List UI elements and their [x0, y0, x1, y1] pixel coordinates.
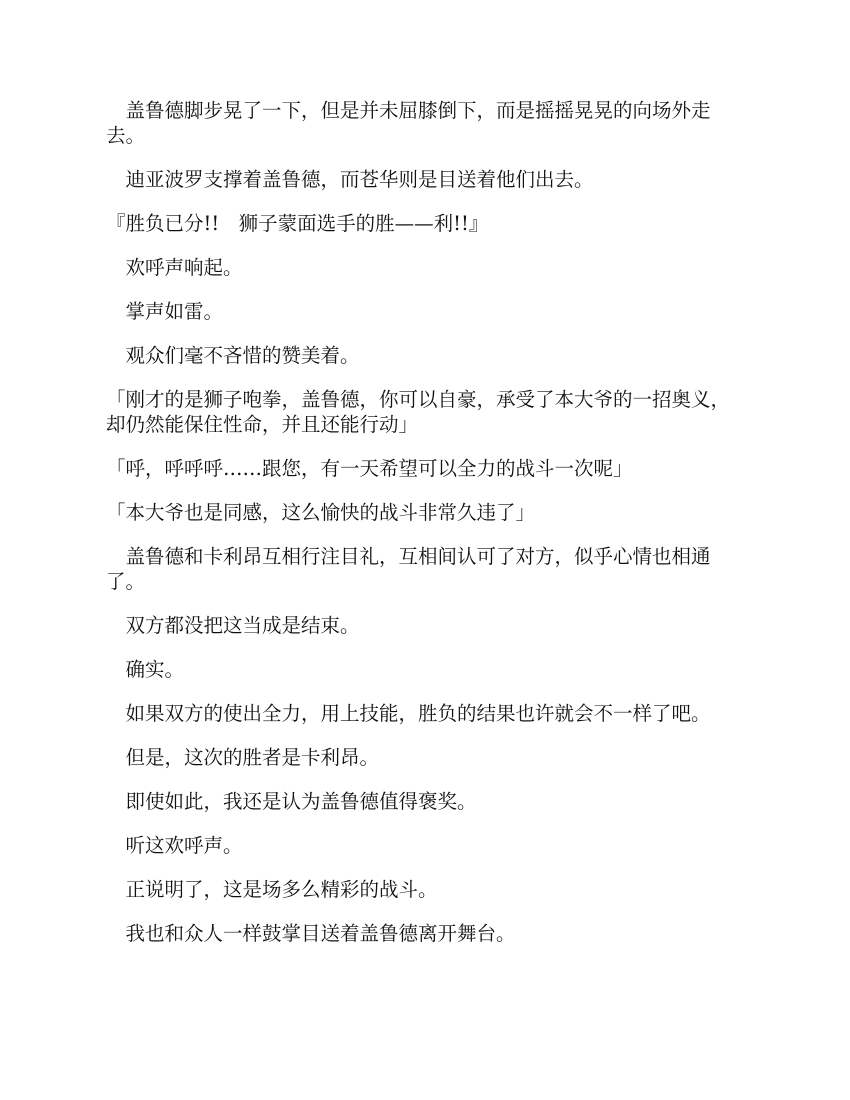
paragraph-9: 「本大爷也是同感，这么愉快的战斗非常久违了」: [106, 501, 536, 524]
paragraph-8: 「呼，呼呼呼……跟您，有一天希望可以全力的战斗一次呢」: [106, 457, 633, 480]
paragraph-11: 双方都没把这当成是结束。: [106, 614, 360, 637]
paragraph-1: 盖鲁德脚步晃了一下，但是并未屈膝倒下，而是摇摇晃晃的向场外走去。: [106, 99, 711, 147]
paragraph-6: 观众们毫不吝惜的赞美着。: [106, 344, 360, 367]
paragraph-5: 掌声如雷。: [106, 300, 224, 323]
paragraph-15: 即使如此，我还是认为盖鲁德值得褒奖。: [106, 790, 477, 813]
paragraph-14: 但是，这次的胜者是卡利昂。: [106, 746, 380, 769]
paragraph-18: 我也和众人一样鼓掌目送着盖鲁德离开舞台。: [106, 922, 516, 945]
paragraph-7: 「刚才的是狮子咆拳，盖鲁德，你可以自豪，承受了本大爷的一招奥义，却仍然能保住性命，并且还能行动」: [106, 388, 731, 436]
paragraph-10: 盖鲁德和卡利昂互相行注目礼，互相间认可了对方，似乎心情也相通了。: [106, 545, 711, 593]
paragraph-2: 迪亚波罗支撑着盖鲁德，而苍华则是目送着他们出去。: [106, 168, 594, 191]
paragraph-16: 听这欢呼声。: [106, 834, 243, 857]
paragraph-3: 『胜负已分!! 狮子蒙面选手的胜——利!!』: [106, 212, 489, 235]
paragraph-13: 如果双方的使出全力，用上技能，胜负的结果也许就会不一样了吧。: [106, 702, 711, 725]
paragraph-12: 确实。: [106, 658, 185, 681]
paragraph-17: 正说明了，这是场多么精彩的战斗。: [106, 878, 438, 901]
document-body: [106, 98, 746, 965]
paragraph-4: 欢呼声响起。: [106, 256, 243, 279]
